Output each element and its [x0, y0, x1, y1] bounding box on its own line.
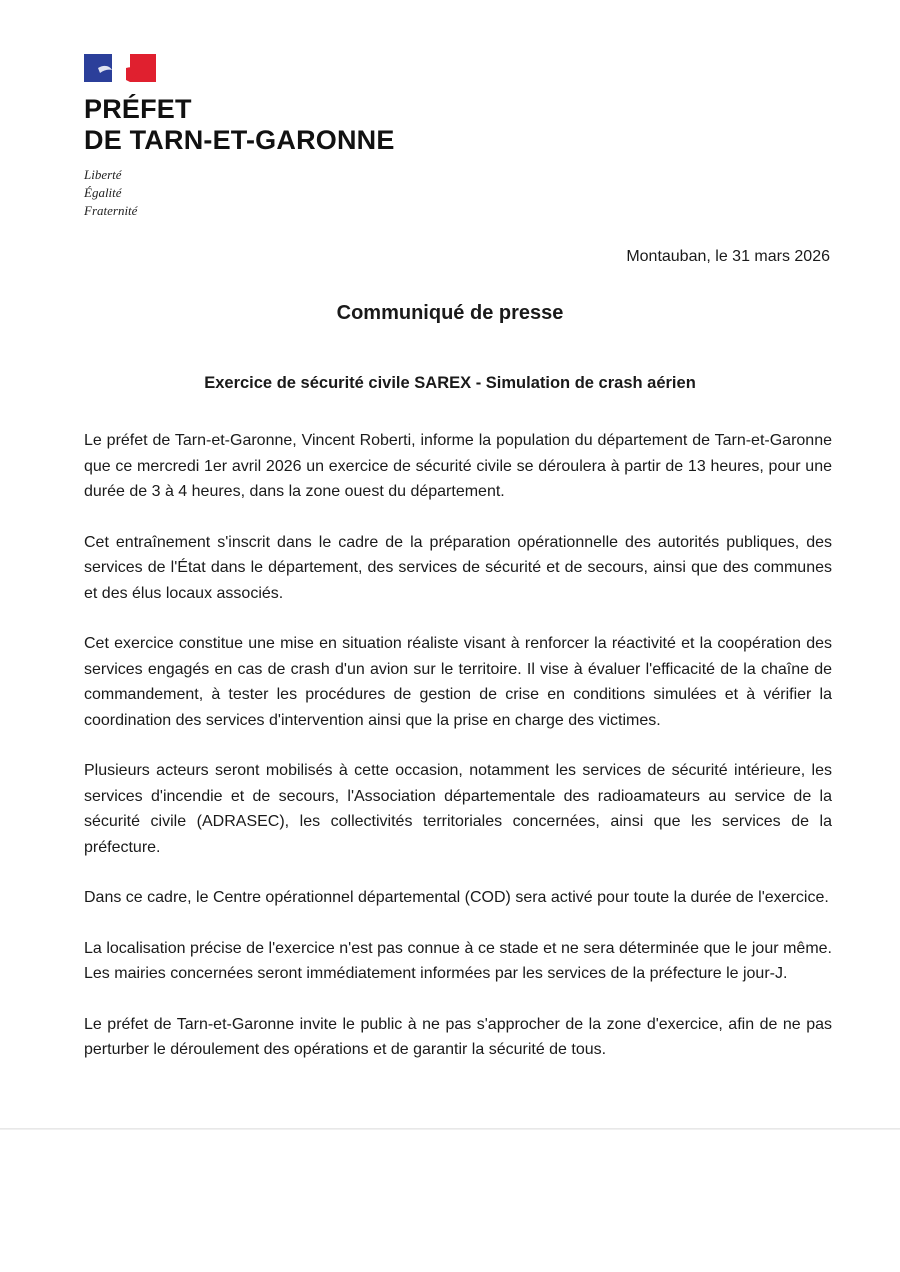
paragraph-4: Plusieurs acteurs seront mobilisés à cette occasion, notamment les services de sécurité intérieure, les services d'incendie et de secours, l'Association départementale des radioamateurs au service de la sécurité civile (ADRASEC), les collectivités territoriales concernées, ainsi que les services de la préfecture. — [84, 762, 832, 856]
paragraph-1: Le préfet de Tarn-et-Garonne, Vincent Roberti, informe la population du département de Tarn-et-Garonne que ce mercredi 1er avril 2026 un exercice de sécurité civile se déroulera à partir de 13 heures, pour une durée de 3 à 4 heures, dans la zone ouest du département. — [84, 432, 832, 500]
authority-line-1: PRÉFET — [84, 94, 192, 124]
authority-name — [84, 94, 395, 156]
paragraph-2: Cet entraînement s'inscrit dans le cadre de la préparation opérationnelle des autorités publiques, des services de l'État dans le département, des services de sécurité et de secours, ainsi que des communes et des élus locaux associés. — [84, 533, 832, 602]
paragraph-3: Cet exercice constitue une mise en situation réaliste visant à renforcer la réactivité et la coopération des services engagés en cas de crash d'un avion sur le territoire. Il vise à évaluer l'efficacité de la chaîne de commandement, à tester les procédures de gestion de crise en conditions simulées et à vérifier la coordination des services d'intervention ainsi que la prise en charge des victimes. — [84, 635, 832, 729]
paragraph-5: Dans ce cadre, le Centre opérationnel départemental (COD) sera activé pour toute la durée de l'exercice. — [84, 889, 829, 906]
scan-fold-line — [0, 1128, 900, 1130]
motto-fraternite: Fraternité — [84, 203, 138, 218]
paragraph-6: La localisation précise de l'exercice n'est pas connue à ce stade et ne sera déterminée que le jour même. Les mairies concernées seront immédiatement informées par les services de la préfecture le jour-J. — [84, 939, 832, 982]
marianne-logo-icon — [84, 54, 156, 84]
authority-line-2: DE TARN-ET-GARONNE — [84, 125, 395, 155]
republic-motto — [84, 166, 395, 220]
date-line: Montauban, le 31 mars 2026 — [626, 248, 830, 265]
press-release-body — [84, 428, 832, 1088]
page-subtitle: Exercice de sécurité civile SAREX - Simulation de crash aérien — [204, 374, 696, 392]
motto-liberte: Liberté — [84, 167, 122, 182]
paragraph-7: Le préfet de Tarn-et-Garonne invite le public à ne pas s'approcher de la zone d'exercice, afin de ne pas perturber le déroulement des opérations et de garantir la sécurité de tous. — [84, 1015, 832, 1058]
page-title: Communiqué de presse — [336, 302, 564, 324]
prefecture-logo-block — [84, 54, 395, 220]
motto-egalite: Égalité — [84, 185, 122, 200]
